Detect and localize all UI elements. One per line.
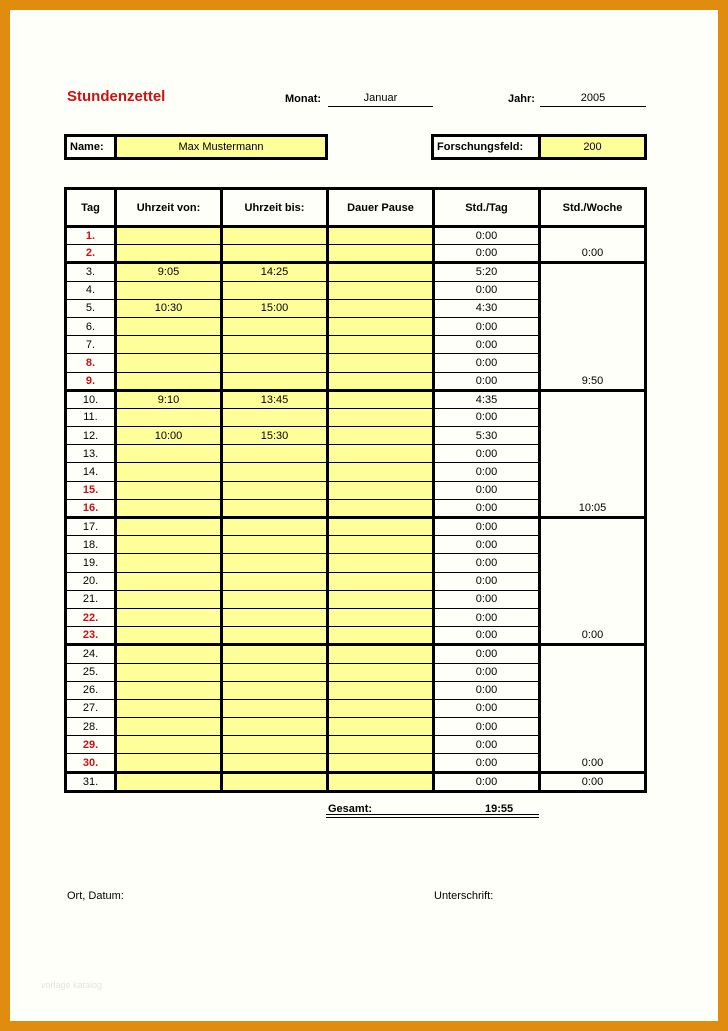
- hours-per-week: 9:50: [540, 263, 646, 390]
- time-to-input[interactable]: [222, 354, 328, 372]
- research-field-value[interactable]: 200: [538, 137, 644, 157]
- timesheet-page: [10, 10, 718, 1021]
- break-input[interactable]: [328, 754, 434, 772]
- hours-per-day: 0:00: [434, 499, 540, 517]
- time-to-input[interactable]: [222, 227, 328, 245]
- hours-per-day: 0:00: [434, 354, 540, 372]
- time-from-input[interactable]: [116, 317, 222, 335]
- hours-per-day: 4:30: [434, 299, 540, 317]
- research-field-box: [431, 134, 647, 160]
- day-cell: 26.: [66, 681, 116, 699]
- month-label: Monat:: [285, 93, 322, 105]
- table-row: [66, 772, 646, 791]
- time-to-input[interactable]: [222, 554, 328, 572]
- time-to-input[interactable]: [222, 572, 328, 590]
- time-to-input[interactable]: [222, 245, 328, 263]
- break-input[interactable]: [328, 645, 434, 663]
- break-input[interactable]: [328, 536, 434, 554]
- break-input[interactable]: [328, 445, 434, 463]
- break-input[interactable]: [328, 772, 434, 791]
- time-to-input[interactable]: [222, 408, 328, 426]
- time-from-input[interactable]: [116, 699, 222, 717]
- time-to-input[interactable]: [222, 317, 328, 335]
- time-to-input[interactable]: [222, 754, 328, 772]
- hours-per-day: 0:00: [434, 336, 540, 354]
- year-label: Jahr:: [508, 93, 535, 105]
- hours-per-day: 0:00: [434, 772, 540, 791]
- time-to-input[interactable]: [222, 445, 328, 463]
- hours-per-day: 0:00: [434, 627, 540, 645]
- time-from-input[interactable]: [116, 736, 222, 754]
- break-input[interactable]: [328, 554, 434, 572]
- hours-per-week: 0:00: [540, 227, 646, 263]
- break-input[interactable]: [328, 463, 434, 481]
- time-from-input[interactable]: [116, 754, 222, 772]
- hours-per-day: 0:00: [434, 681, 540, 699]
- hours-per-day: 0:00: [434, 554, 540, 572]
- col-header-hours-day: Std./Tag: [434, 189, 540, 227]
- time-to-input[interactable]: [222, 590, 328, 608]
- hours-per-day: 0:00: [434, 481, 540, 499]
- break-input[interactable]: [328, 481, 434, 499]
- time-from-input[interactable]: [116, 663, 222, 681]
- day-cell: 5.: [66, 299, 116, 317]
- day-cell: 25.: [66, 663, 116, 681]
- time-from-input[interactable]: [116, 336, 222, 354]
- hours-per-day: 0:00: [434, 536, 540, 554]
- day-cell: 9.: [66, 372, 116, 390]
- hours-per-day: 0:00: [434, 699, 540, 717]
- time-to-input[interactable]: [222, 536, 328, 554]
- break-input[interactable]: [328, 572, 434, 590]
- time-to-input[interactable]: [222, 627, 328, 645]
- day-cell: 12.: [66, 427, 116, 445]
- day-cell: 6.: [66, 317, 116, 335]
- break-input[interactable]: [328, 590, 434, 608]
- break-input[interactable]: [328, 699, 434, 717]
- hours-per-day: 0:00: [434, 608, 540, 626]
- total-row: [326, 803, 539, 818]
- day-cell: 18.: [66, 536, 116, 554]
- day-cell: 10.: [66, 390, 116, 408]
- time-from-input[interactable]: [116, 499, 222, 517]
- time-to-input[interactable]: [222, 699, 328, 717]
- break-input[interactable]: [328, 736, 434, 754]
- day-cell: 15.: [66, 481, 116, 499]
- time-from-input[interactable]: [116, 408, 222, 426]
- time-from-input[interactable]: [116, 718, 222, 736]
- hours-per-day: 0:00: [434, 463, 540, 481]
- hours-per-week: 0:00: [540, 772, 646, 791]
- hours-per-day: 0:00: [434, 317, 540, 335]
- day-cell: 28.: [66, 718, 116, 736]
- hours-per-week: 10:05: [540, 390, 646, 517]
- day-cell: 22.: [66, 608, 116, 626]
- hours-per-day: 0:00: [434, 518, 540, 536]
- time-from-input[interactable]: [116, 227, 222, 245]
- day-cell: 27.: [66, 699, 116, 717]
- time-from-input[interactable]: [116, 536, 222, 554]
- break-input[interactable]: [328, 499, 434, 517]
- signature-label: Unterschrift:: [434, 890, 494, 902]
- time-to-input[interactable]: [222, 608, 328, 626]
- break-input[interactable]: [328, 681, 434, 699]
- day-cell: 4.: [66, 281, 116, 299]
- time-from-input[interactable]: [116, 772, 222, 791]
- hours-per-week: 0:00: [540, 518, 646, 645]
- time-from-input[interactable]: [116, 645, 222, 663]
- time-to-input[interactable]: [222, 736, 328, 754]
- day-cell: 29.: [66, 736, 116, 754]
- time-to-input[interactable]: [222, 518, 328, 536]
- table-row: [66, 227, 646, 245]
- place-date-label: Ort, Datum:: [67, 890, 124, 902]
- time-from-input[interactable]: [116, 627, 222, 645]
- break-input[interactable]: [328, 336, 434, 354]
- day-cell: 16.: [66, 499, 116, 517]
- table-body: [66, 227, 646, 792]
- year-field[interactable]: 2005: [540, 92, 646, 107]
- time-to-input[interactable]: [222, 481, 328, 499]
- time-from-input[interactable]: [116, 481, 222, 499]
- table-row: [66, 518, 646, 536]
- hours-per-day: 0:00: [434, 718, 540, 736]
- time-to-input[interactable]: 13:45: [222, 390, 328, 408]
- time-from-input[interactable]: 10:00: [116, 427, 222, 445]
- hours-per-day: 0:00: [434, 663, 540, 681]
- day-cell: 3.: [66, 263, 116, 281]
- time-from-input[interactable]: [116, 445, 222, 463]
- day-cell: 20.: [66, 572, 116, 590]
- time-from-input[interactable]: [116, 354, 222, 372]
- research-field-label: Forschungsfeld:: [434, 137, 538, 157]
- day-cell: 1.: [66, 227, 116, 245]
- time-from-input[interactable]: [116, 372, 222, 390]
- time-from-input[interactable]: [116, 463, 222, 481]
- day-cell: 31.: [66, 772, 116, 791]
- hours-per-day: 0:00: [434, 736, 540, 754]
- time-from-input[interactable]: [116, 572, 222, 590]
- break-input[interactable]: [328, 372, 434, 390]
- hours-per-day: 0:00: [434, 227, 540, 245]
- total-value: 19:55: [485, 803, 514, 815]
- hours-per-week: 0:00: [540, 645, 646, 772]
- table-header-row: [66, 189, 646, 227]
- name-field[interactable]: Max Mustermann: [114, 137, 325, 157]
- name-box: [64, 134, 328, 160]
- time-from-input[interactable]: 9:05: [116, 263, 222, 281]
- break-input[interactable]: [328, 263, 434, 281]
- break-input[interactable]: [328, 227, 434, 245]
- hours-per-day: 0:00: [434, 372, 540, 390]
- col-header-time-to: Uhrzeit bis:: [222, 189, 328, 227]
- time-to-input[interactable]: [222, 372, 328, 390]
- total-label: Gesamt:: [328, 803, 373, 815]
- hours-per-day: 0:00: [434, 445, 540, 463]
- time-from-input[interactable]: [116, 681, 222, 699]
- time-to-input[interactable]: [222, 681, 328, 699]
- break-input[interactable]: [328, 427, 434, 445]
- time-to-input[interactable]: [222, 281, 328, 299]
- hours-per-day: 0:00: [434, 245, 540, 263]
- time-from-input[interactable]: 10:30: [116, 299, 222, 317]
- col-header-day: Tag: [66, 189, 116, 227]
- time-to-input[interactable]: [222, 645, 328, 663]
- hours-per-day: 4:35: [434, 390, 540, 408]
- day-cell: 30.: [66, 754, 116, 772]
- hours-per-day: 5:30: [434, 427, 540, 445]
- col-header-hours-week: Std./Woche: [540, 189, 646, 227]
- hours-per-day: 0:00: [434, 645, 540, 663]
- hours-per-day: 5:20: [434, 263, 540, 281]
- day-cell: 21.: [66, 590, 116, 608]
- hours-per-day: 0:00: [434, 590, 540, 608]
- table-row: [66, 390, 646, 408]
- time-to-input[interactable]: [222, 336, 328, 354]
- time-to-input[interactable]: [222, 663, 328, 681]
- break-input[interactable]: [328, 281, 434, 299]
- col-header-break: Dauer Pause: [328, 189, 434, 227]
- time-from-input[interactable]: [116, 518, 222, 536]
- hours-per-day: 0:00: [434, 754, 540, 772]
- time-to-input[interactable]: 14:25: [222, 263, 328, 281]
- break-input[interactable]: [328, 354, 434, 372]
- day-cell: 2.: [66, 245, 116, 263]
- page-title: Stundenzettel: [67, 88, 166, 105]
- time-from-input[interactable]: [116, 245, 222, 263]
- day-cell: 8.: [66, 354, 116, 372]
- break-input[interactable]: [328, 627, 434, 645]
- break-input[interactable]: [328, 390, 434, 408]
- day-cell: 11.: [66, 408, 116, 426]
- col-header-time-from: Uhrzeit von:: [116, 189, 222, 227]
- time-from-input[interactable]: [116, 590, 222, 608]
- day-cell: 19.: [66, 554, 116, 572]
- day-cell: 17.: [66, 518, 116, 536]
- time-from-input[interactable]: [116, 281, 222, 299]
- hours-per-day: 0:00: [434, 408, 540, 426]
- break-input[interactable]: [328, 408, 434, 426]
- time-from-input[interactable]: [116, 554, 222, 572]
- table-row: [66, 263, 646, 281]
- hours-per-day: 0:00: [434, 281, 540, 299]
- time-to-input[interactable]: [222, 463, 328, 481]
- day-cell: 23.: [66, 627, 116, 645]
- day-cell: 14.: [66, 463, 116, 481]
- break-input[interactable]: [328, 299, 434, 317]
- day-cell: 7.: [66, 336, 116, 354]
- break-input[interactable]: [328, 317, 434, 335]
- time-to-input[interactable]: 15:30: [222, 427, 328, 445]
- table-row: [66, 645, 646, 663]
- month-field[interactable]: Januar: [328, 92, 433, 107]
- break-input[interactable]: [328, 518, 434, 536]
- time-from-input[interactable]: [116, 608, 222, 626]
- time-to-input[interactable]: 15:00: [222, 299, 328, 317]
- time-to-input[interactable]: [222, 718, 328, 736]
- hours-per-day: 0:00: [434, 572, 540, 590]
- time-to-input[interactable]: [222, 499, 328, 517]
- break-input[interactable]: [328, 663, 434, 681]
- name-label: Name:: [67, 137, 114, 157]
- day-cell: 24.: [66, 645, 116, 663]
- time-to-input[interactable]: [222, 772, 328, 791]
- time-from-input[interactable]: 9:10: [116, 390, 222, 408]
- break-input[interactable]: [328, 718, 434, 736]
- break-input[interactable]: [328, 245, 434, 263]
- day-cell: 13.: [66, 445, 116, 463]
- break-input[interactable]: [328, 608, 434, 626]
- watermark: vorlage katalog: [41, 980, 103, 990]
- hours-table: [64, 187, 647, 793]
